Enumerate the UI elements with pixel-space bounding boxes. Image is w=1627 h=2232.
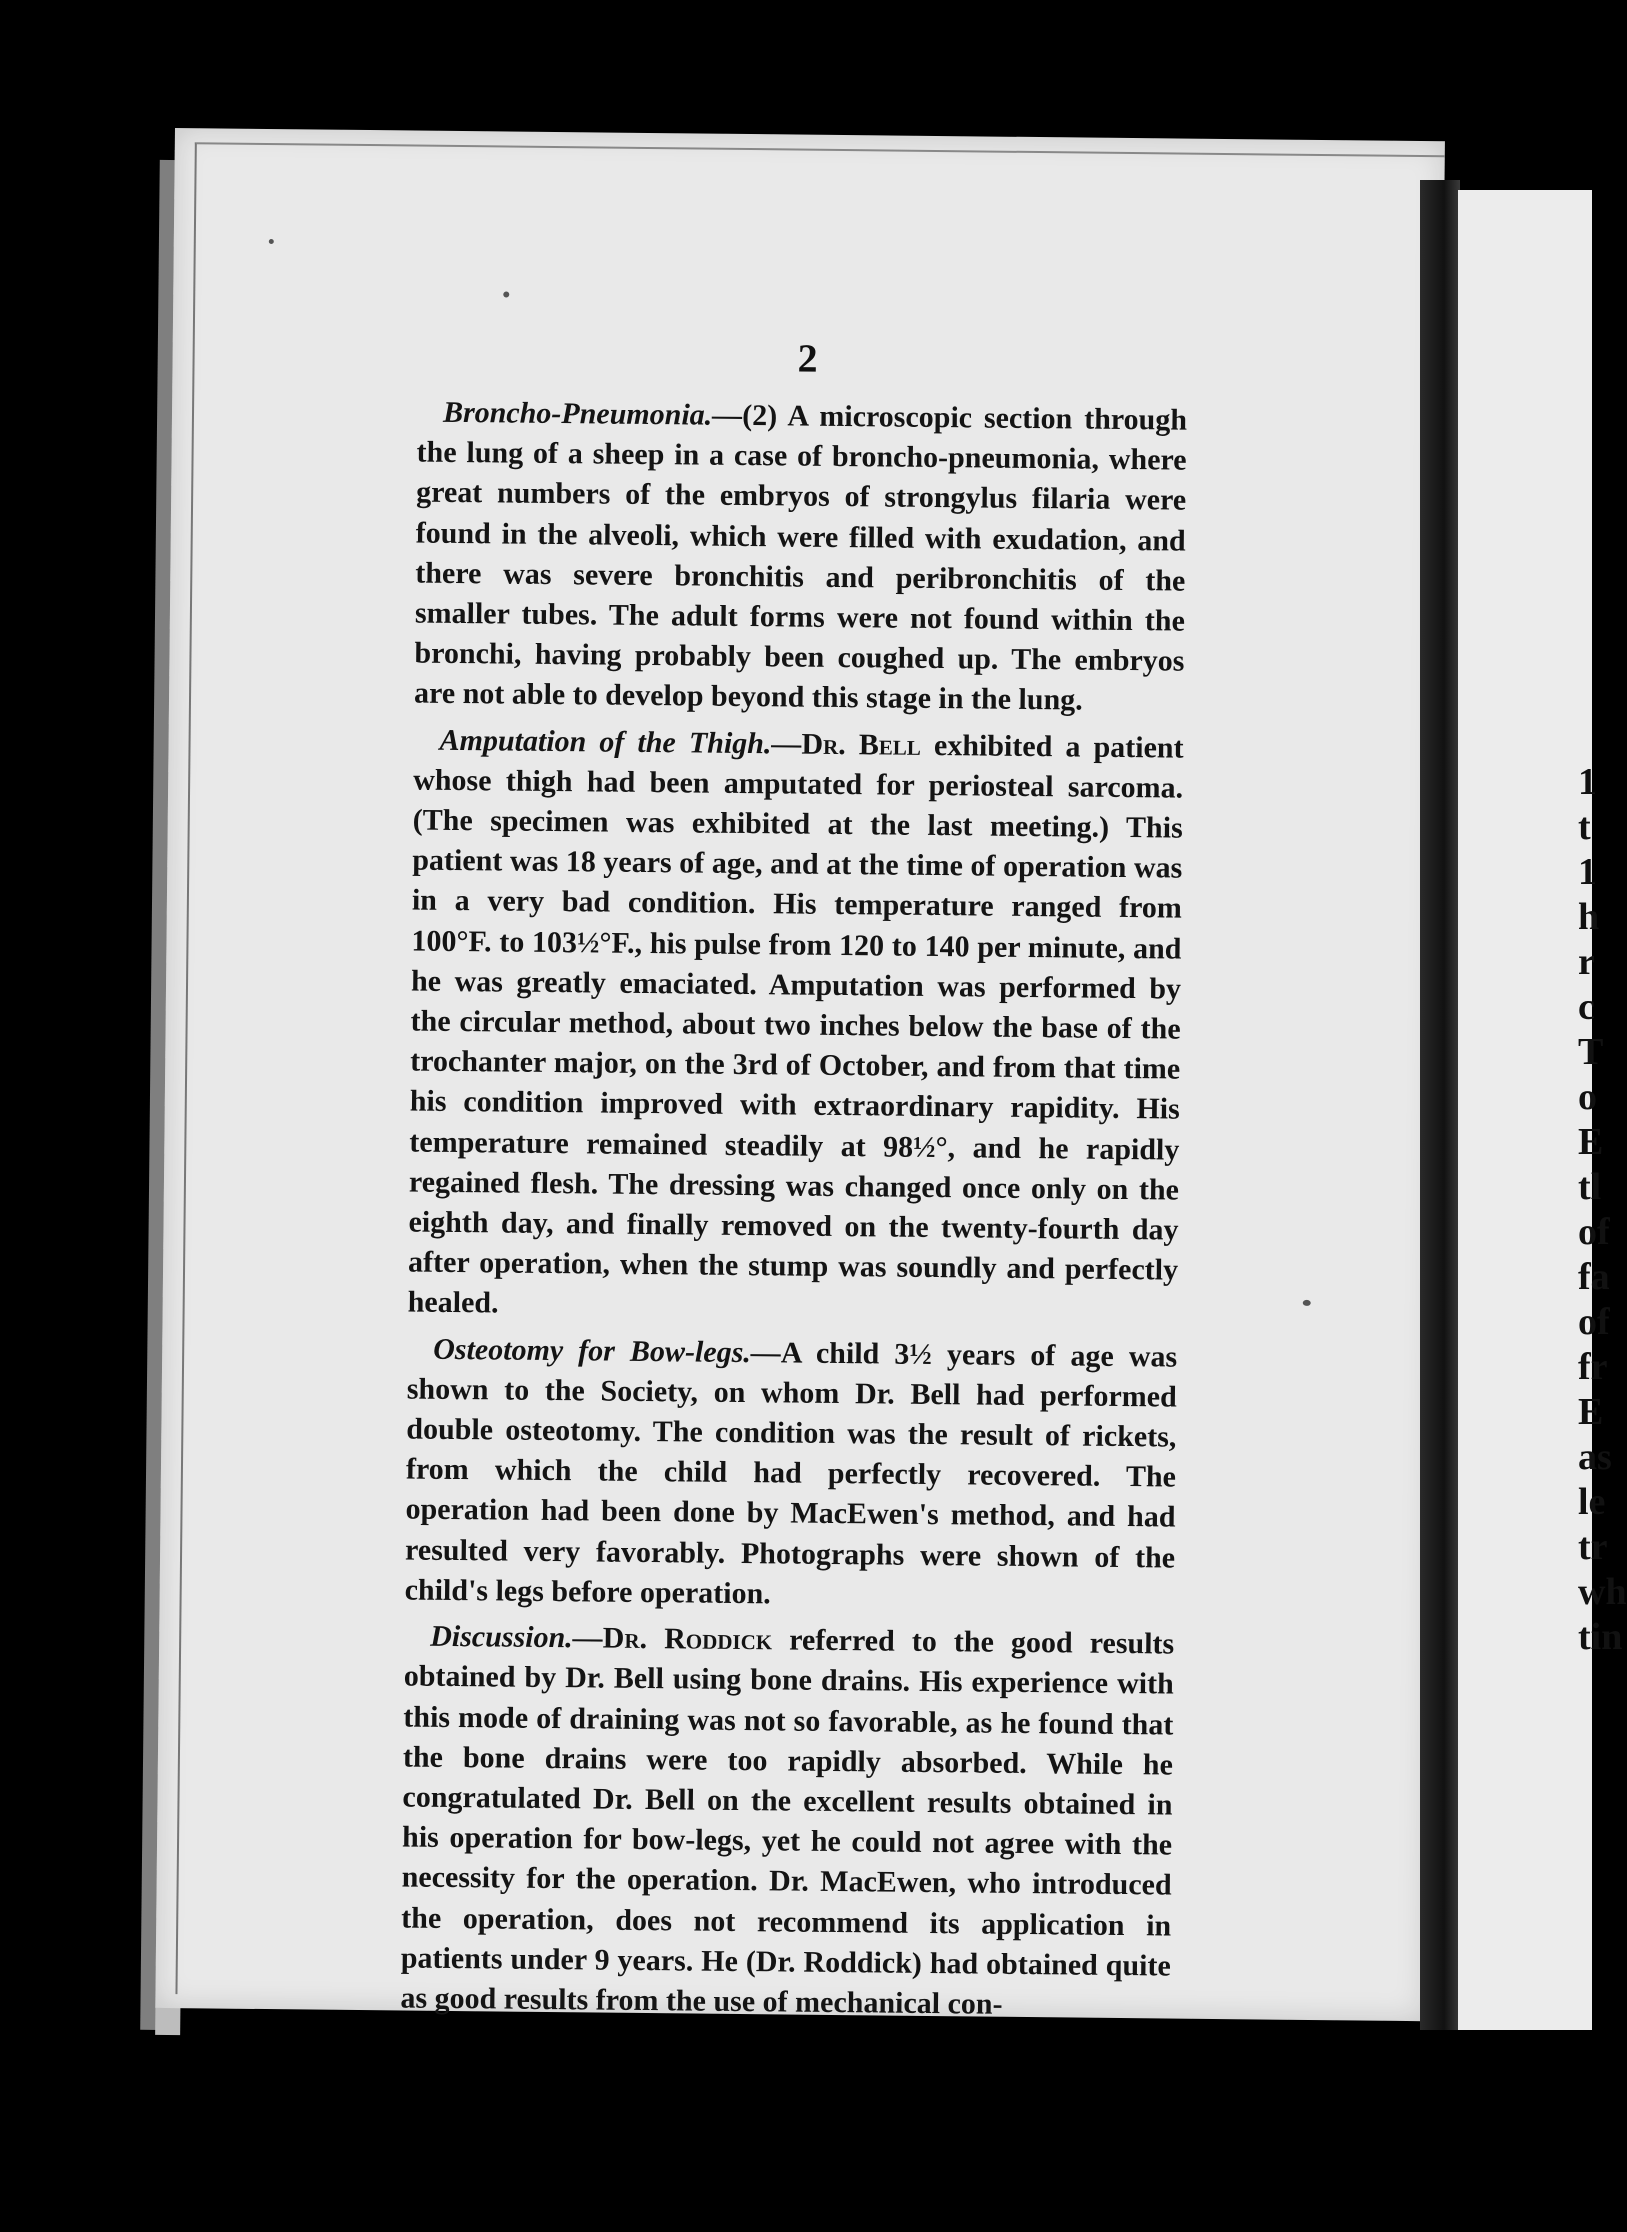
facing-fragment: r — [1578, 941, 1595, 983]
paragraph-text: A child 3½ years of age was shown to the Society, on whom Dr. Bell had performed double osteotomy. The condition was the result of rickets, from which the child had perfectly recovered. The operation had been done by MacEwen's method, and had resulted very favorably. Photographs were shown of the child's legs before operation. — [404, 1336, 1178, 1611]
facing-fragment: wh — [1578, 1571, 1627, 1613]
paragraph-speaker: Dr. Roddick — [602, 1621, 773, 1657]
paragraph-speaker: Dr. Bell — [801, 727, 922, 762]
scan-speck — [503, 291, 509, 297]
facing-page — [1458, 190, 1592, 2030]
paragraph-osteotomy — [404, 1329, 1177, 1618]
scan-speck — [269, 239, 274, 244]
text-block — [400, 393, 1187, 2033]
facing-fragment: T — [1578, 1031, 1604, 1073]
book-gutter — [1420, 180, 1460, 2030]
scan-speck — [1303, 1300, 1311, 1306]
facing-fragment: fa — [1578, 1256, 1610, 1298]
facing-fragment: of — [1578, 1211, 1610, 1253]
facing-fragment: c — [1578, 986, 1595, 1028]
facing-fragment: t — [1578, 806, 1591, 848]
facing-fragment: fr — [1578, 1346, 1608, 1388]
facing-fragment: o — [1578, 1076, 1597, 1118]
paragraph-amputation — [407, 720, 1183, 1331]
paragraph-heading: Broncho-Pneumonia.— — [442, 395, 743, 432]
page-number: 2 — [797, 335, 818, 381]
paragraph-heading: Osteotomy for Bow-legs.— — [433, 1332, 782, 1370]
facing-page-text-fragments — [1578, 760, 1627, 1660]
facing-fragment: of — [1578, 1301, 1610, 1343]
facing-fragment: as — [1578, 1436, 1612, 1478]
facing-fragment: tin — [1578, 1616, 1623, 1658]
facing-fragment: le — [1578, 1481, 1606, 1523]
paragraph-text: exhibited a patient whose thigh had been amputated for periosteal sarcoma. (The specimen was exhibited at the last meeting.) This patient was 18 years of age, and at the time of operation was in a very bad condition. His temperature ranged from 100°F. to 103½°F., his pulse from 120 to 140 per minute, and he was greatly emaciated. Amputation was performed by the circular method, about two inches below the base of the trochanter major, on the 3rd of October, and from that time his condition improved with extraordinary rapidity. His temperature remained steadily at 98½°, and he rapidly regained flesh. The dressing was changed once only on the eighth day, and finally removed on the twenty-fourth day after operation, when the stump was soundly and perfectly healed. — [407, 728, 1184, 1320]
paragraph-text: referred to the good results obtained by Dr. Bell using bone drains. His experience with this mode of draining was not so favorable, as he found that the bone drains were too rapidly absorbed. While he congratulated Dr. Bell on the excellent results obtained in his operation for bow-legs, yet he could not agree with the necessity for the operation. Dr. MacEwen, who introduced the operation, does not recommend its application in patients under 9 years. He (Dr. Roddick) had obtained quite as good results from the use of mechanical con- — [400, 1623, 1175, 2021]
paragraph-text: (2) A microscopic section through the lung of a sheep in a case of broncho-pneumonia, where great numbers of the embryos of strongylus filaria were found in the alveoli, which were filled with exudation, and there was severe bronchitis and peribronchitis of the smaller tubes. The adult forms were not found within the bronchi, having probably been coughed up. The embryos are not able to develop beyond this stage in the lung. — [413, 398, 1188, 717]
book-page — [155, 128, 1445, 2021]
paragraph-heading: Amputation of the Thigh.— — [439, 723, 802, 761]
facing-fragment: 1 — [1578, 761, 1597, 803]
paragraph-discussion — [400, 1617, 1174, 2027]
paragraph-heading: Discussion.— — [430, 1619, 603, 1655]
facing-fragment: tr — [1578, 1526, 1608, 1568]
facing-fragment: tl — [1578, 1166, 1602, 1208]
facing-fragment: E — [1578, 1391, 1604, 1433]
facing-fragment: E — [1578, 1121, 1604, 1163]
facing-fragment: h — [1578, 896, 1600, 938]
paragraph-broncho-pneumonia — [414, 393, 1187, 723]
facing-fragment: 1 — [1578, 851, 1597, 893]
